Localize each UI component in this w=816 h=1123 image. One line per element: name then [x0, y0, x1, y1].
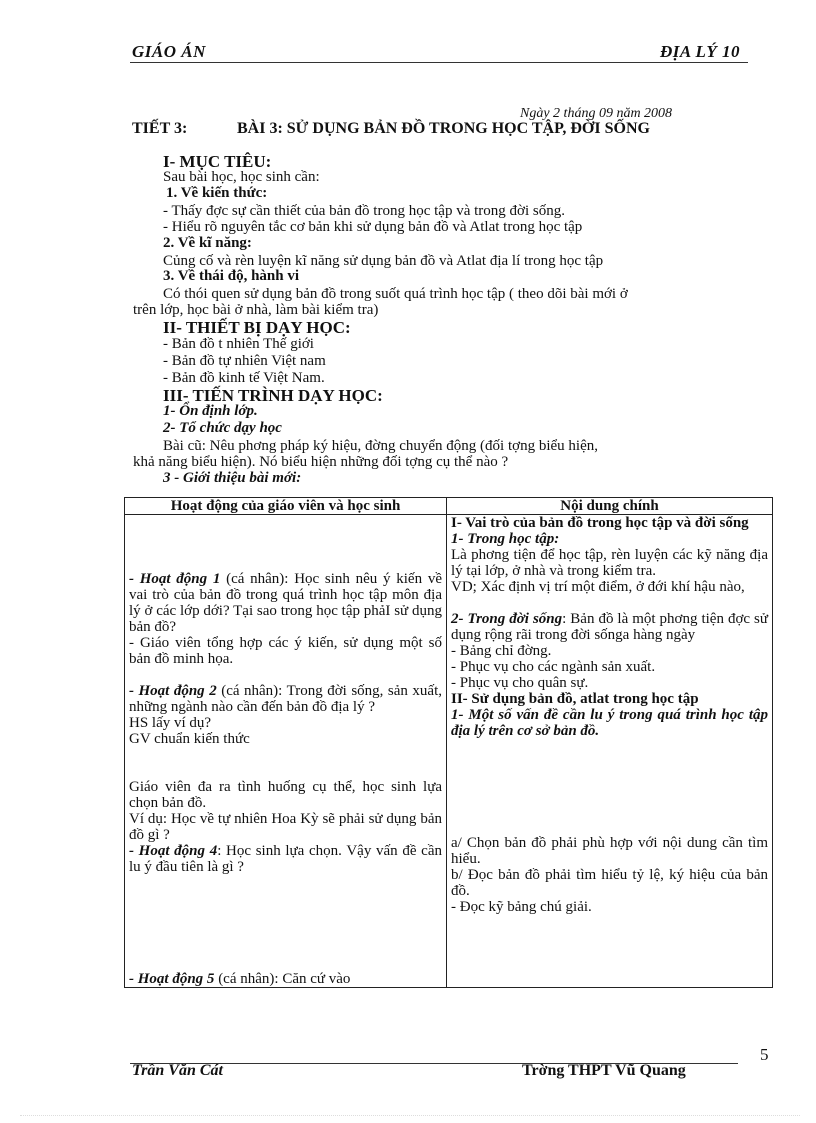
- footer-school: Trờng THPT Vũ Quang: [522, 1062, 686, 1079]
- activity-2-note: GV chuẩn kiến thức: [129, 731, 250, 747]
- process-step-1: 1- Ổn định lớp.: [163, 403, 258, 419]
- column-header-content: Nội dung chính: [447, 498, 773, 515]
- content-text: VD; Xác định vị trí một điểm, ở đới khí hậu nào,: [451, 579, 745, 595]
- content-text: b/ Đọc bản đồ phải tìm hiểu tỷ lệ, ký hiệu của bản đồ.: [451, 867, 768, 899]
- activity-3-example: Ví dụ: Học về tự nhiên Hoa Kỳ sẽ phải sử dụng bản đồ gì ?: [129, 811, 442, 843]
- lesson-title: BÀI 3: SỬ DỤNG BẢN ĐỒ TRONG HỌC TẬP, ĐỜI SỐNG: [237, 120, 650, 137]
- lesson-date: Ngày 2 tháng 09 năm 2008: [520, 106, 673, 121]
- activity-2-note: HS lấy ví dụ?: [129, 715, 212, 731]
- activity-table: [124, 497, 773, 988]
- objectives-intro: Sau bài học, học sinh cần:: [163, 169, 320, 185]
- content-text: - Đọc kỹ bảng chú giải.: [451, 899, 592, 915]
- process-heading: III- TIẾN TRÌNH DẠY HỌC:: [163, 386, 383, 405]
- process-step-3: 3 - Giới thiệu bài mới:: [163, 470, 302, 486]
- content-text: Là phơng tiện để học tập, rèn luyện các kỹ năng địa lý tại lớp, ở nhà và trong kiểm tra.: [451, 547, 768, 579]
- activity-2: - Hoạt động 2 (cá nhân): Trong đời sống, sản xuất, những ngành nào cần đến bản đồ địa lý ?: [129, 683, 442, 715]
- activity-1: - Hoạt động 1 (cá nhân): Học sinh nêu ý kiến về vai trò của bản đồ trong quá trình học tập môn địa lý ở các lớp dới? Tại sao trong học tập phảI sử dụng bản đồ?: [129, 571, 442, 635]
- content-subsection-2: 2- Trong đời sống: Bản đồ là một phơng tiện đợc sử dụng rộng rãi trong đời sốnga hàng ngày: [451, 611, 768, 643]
- header-left: GIÁO ÁN: [132, 42, 206, 61]
- page-number: 5: [760, 1045, 769, 1064]
- content-section-2: II- Sử dụng bản đồ, atlat trong học tập: [451, 691, 699, 707]
- header-divider: [130, 62, 748, 63]
- attitude-item: trên lớp, học bài ở nhà, làm bài kiểm tra): [133, 302, 379, 318]
- knowledge-item: - Hiểu rõ nguyên tắc cơ bản khi sử dụng bản đồ và Atlat trong học tập: [163, 219, 583, 235]
- content-text: - Bảng chỉ đờng.: [451, 643, 552, 659]
- footer-author: Trần Văn Cát: [132, 1062, 223, 1079]
- equipment-item: - Bản đồ t nhiên Thế giới: [163, 336, 314, 352]
- table-row: [125, 515, 773, 988]
- equipment-heading: II- THIẾT BỊ DẠY HỌC:: [163, 318, 351, 337]
- header-right: ĐỊA LÝ 10: [660, 42, 741, 61]
- skills-heading: 2. Về kĩ năng:: [163, 235, 252, 251]
- activities-cell: [125, 515, 447, 988]
- content-text: a/ Chọn bản đồ phải phù hợp với nội dung cần tìm hiểu.: [451, 835, 768, 867]
- activity-5: - Hoạt động 5 (cá nhân): Căn cứ vào: [129, 971, 351, 987]
- page-edge: [20, 1115, 800, 1116]
- column-header-activities: Hoạt động của giáo viên và học sinh: [125, 498, 447, 515]
- content-section-1: I- Vai trò của bản đồ trong học tập và đời sống: [451, 515, 749, 531]
- content-subsection: 1- Trong học tập:: [451, 531, 560, 547]
- knowledge-heading: 1. Về kiến thức:: [166, 185, 268, 201]
- knowledge-item: - Thấy đợc sự cần thiết của bản đồ trong học tập và trong đời sống.: [163, 203, 565, 219]
- old-lesson-question: khả năng biểu hiện). Nó biểu hiện những đối tợng cụ thể nào ?: [133, 454, 509, 470]
- lesson-number: TIẾT 3:: [132, 120, 188, 137]
- equipment-item: - Bản đồ tự nhiên Việt nam: [163, 353, 326, 369]
- activity-1-note: - Giáo viên tổng hợp các ý kiến, sử dụng một số bản đồ minh họa.: [129, 635, 442, 667]
- old-lesson-question: Bài cũ: Nêu phơng pháp ký hiệu, đờng chuyển động (đối tợng biểu hiện,: [163, 438, 598, 454]
- attitude-item: Có thói quen sử dụng bản đồ trong suốt quá trình học tập ( theo dõi bài mới ở: [163, 286, 628, 302]
- content-cell: [447, 515, 773, 988]
- equipment-item: - Bản đồ kinh tế Việt Nam.: [163, 370, 325, 386]
- activity-3: Giáo viên đa ra tình huống cụ thể, học sinh lựa chọn bản đồ.: [129, 779, 442, 811]
- content-text: - Phục vụ cho quân sự.: [451, 675, 589, 691]
- activity-4: - Hoạt động 4: Học sinh lựa chọn. Vậy vấn đề cần lu ý đầu tiên là gì ?: [129, 843, 442, 875]
- process-step-2: 2- Tổ chức dạy học: [163, 420, 282, 436]
- content-text: - Phục vụ cho các ngành sản xuất.: [451, 659, 656, 675]
- attitude-heading: 3. Về thái độ, hành vi: [163, 268, 300, 284]
- skills-item: Củng cố và rèn luyện kĩ năng sử dụng bản đồ và Atlat địa lí trong học tập: [163, 253, 604, 269]
- objectives-heading: I- MỤC TIÊU:: [163, 152, 272, 171]
- content-subsection: 1- Một số vấn đề cần lu ý trong quá trình học tập địa lý trên cơ sở bản đồ.: [451, 707, 768, 739]
- table-header-row: [125, 498, 773, 515]
